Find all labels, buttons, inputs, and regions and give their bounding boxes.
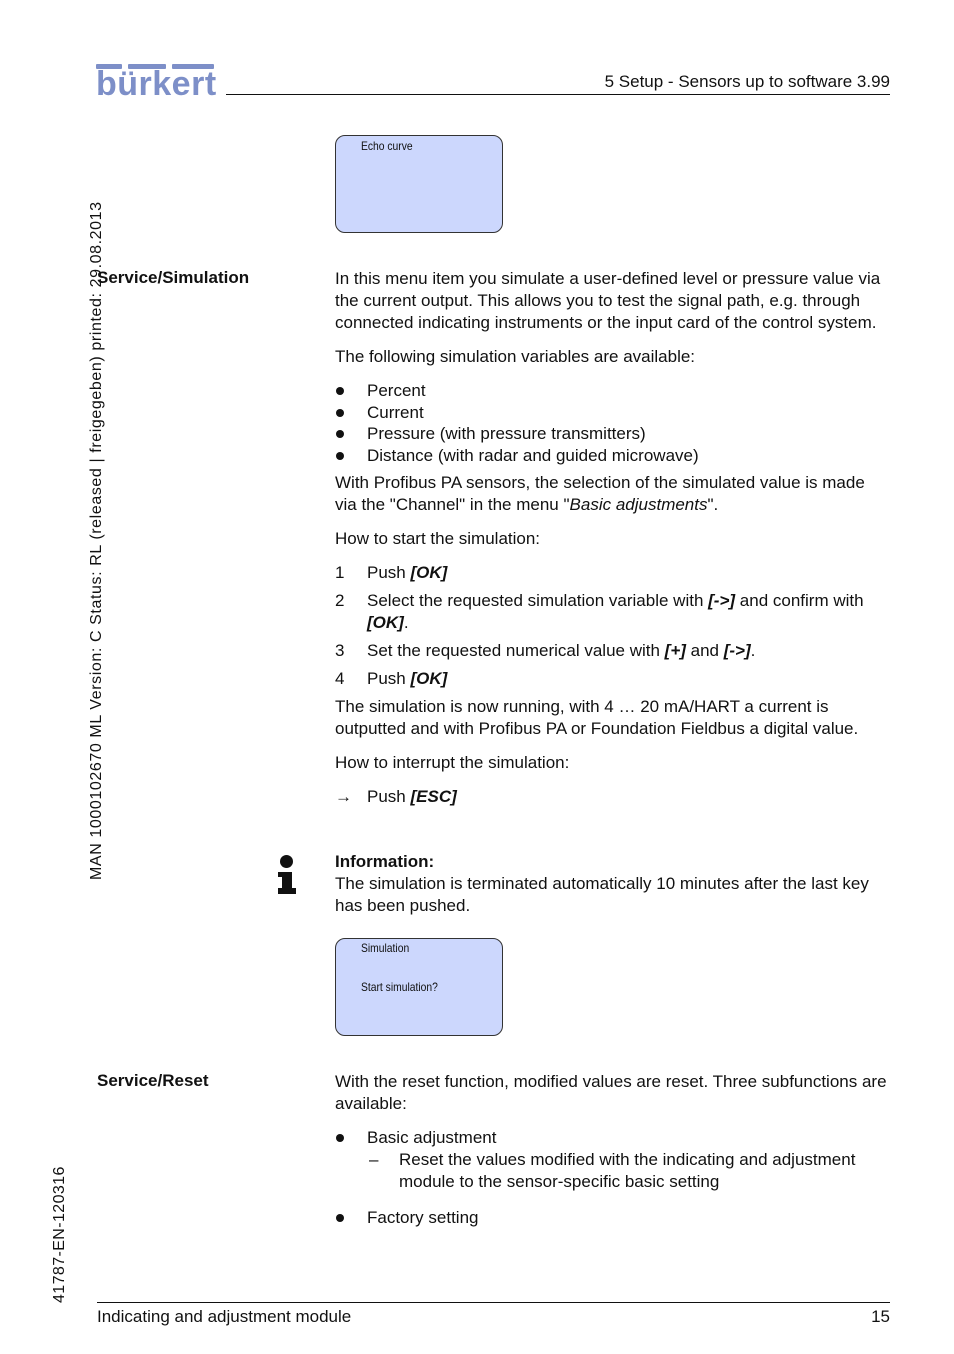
key-plus: [+] (664, 641, 686, 660)
key-arrow: [->] (723, 641, 751, 660)
simulation-body (335, 268, 891, 808)
interrupt-step: → Push [ESC] (335, 787, 457, 806)
step-2: 2 Select the requested simulation variable with [->] and confirm with [OK]. (335, 591, 864, 632)
step-3: 3 Set the requested numerical value with [+] and [->]. (335, 641, 756, 660)
key-ok: [OK] (410, 669, 448, 688)
simulation-intro: In this menu item you simulate a user-defined level or pressure value via the current output. This allows you to test the signal path, e.g. through connected indicating instruments or the input card of the control system. (335, 269, 881, 332)
footer-title: Indicating and adjustment module (97, 1307, 352, 1326)
footer-rule (97, 1302, 890, 1303)
logo-text: bürkert (96, 65, 217, 103)
step-4: 4 Push [OK] (335, 669, 448, 688)
list-item: Basic adjustment (335, 1127, 891, 1149)
variables-intro: The following simulation variables are available: (335, 347, 696, 366)
list-item: Percent (335, 380, 891, 402)
info-icon (277, 855, 297, 897)
key-ok: [OK] (410, 563, 448, 582)
profibus-note: With Profibus PA sensors, the selection of the simulated value is made via the "Channel" in the menu "Basic adjustments". (335, 473, 865, 514)
header-rule (226, 94, 890, 95)
chapter-title: 5 Setup - Sensors up to software 3.99 (604, 72, 890, 91)
step-1: 1 Push [OK] (335, 563, 448, 582)
reset-intro: With the reset function, modified values are reset. Three subfunctions are available: (335, 1072, 887, 1113)
document-number: 41787-EN-120316 (51, 1166, 68, 1303)
simulation-running: The simulation is now running, with 4 … 20 mA/HART a current is outputted and with Profibus PA or Foundation Fieldbus a digital value. (335, 697, 859, 738)
section-label-simulation: Service/Simulation (97, 268, 250, 287)
simulation-display (335, 938, 503, 1036)
display-title: Echo curve (361, 139, 413, 153)
document-status: MAN 1000102670 ML Version: C Status: RL (released | freigegeben) printed: 29.08.2013 (88, 201, 105, 880)
key-ok: [OK] (367, 613, 404, 632)
list-item: Distance (with radar and guided microwave) (335, 445, 891, 467)
menu-name: Basic adjustments (569, 495, 708, 514)
sub-item: – Reset the values modified with the indicating and adjustment module to the sensor-specific basic setting (369, 1149, 856, 1191)
reset-body (335, 1071, 891, 1228)
display-prompt: Start simulation? (361, 980, 438, 994)
list-item: Factory setting (335, 1207, 891, 1229)
echo-curve-display (335, 135, 503, 233)
information-note (335, 851, 891, 917)
information-title: Information: (335, 852, 435, 871)
page-number: 15 (871, 1307, 890, 1326)
display-title: Simulation (361, 941, 410, 955)
key-arrow: [->] (708, 591, 736, 610)
section-label-reset: Service/Reset (97, 1071, 209, 1090)
arrow-right-icon: → (335, 787, 352, 806)
burkert-logo (96, 64, 217, 103)
list-item: Current (335, 402, 891, 424)
information-text: The simulation is terminated automatically 10 minutes after the last key has been pushed. (335, 874, 869, 915)
list-item: Pressure (with pressure transmitters) (335, 423, 891, 445)
start-intro: How to start the simulation: (335, 529, 541, 548)
key-esc: [ESC] (410, 787, 457, 806)
interrupt-intro: How to interrupt the simulation: (335, 753, 570, 772)
